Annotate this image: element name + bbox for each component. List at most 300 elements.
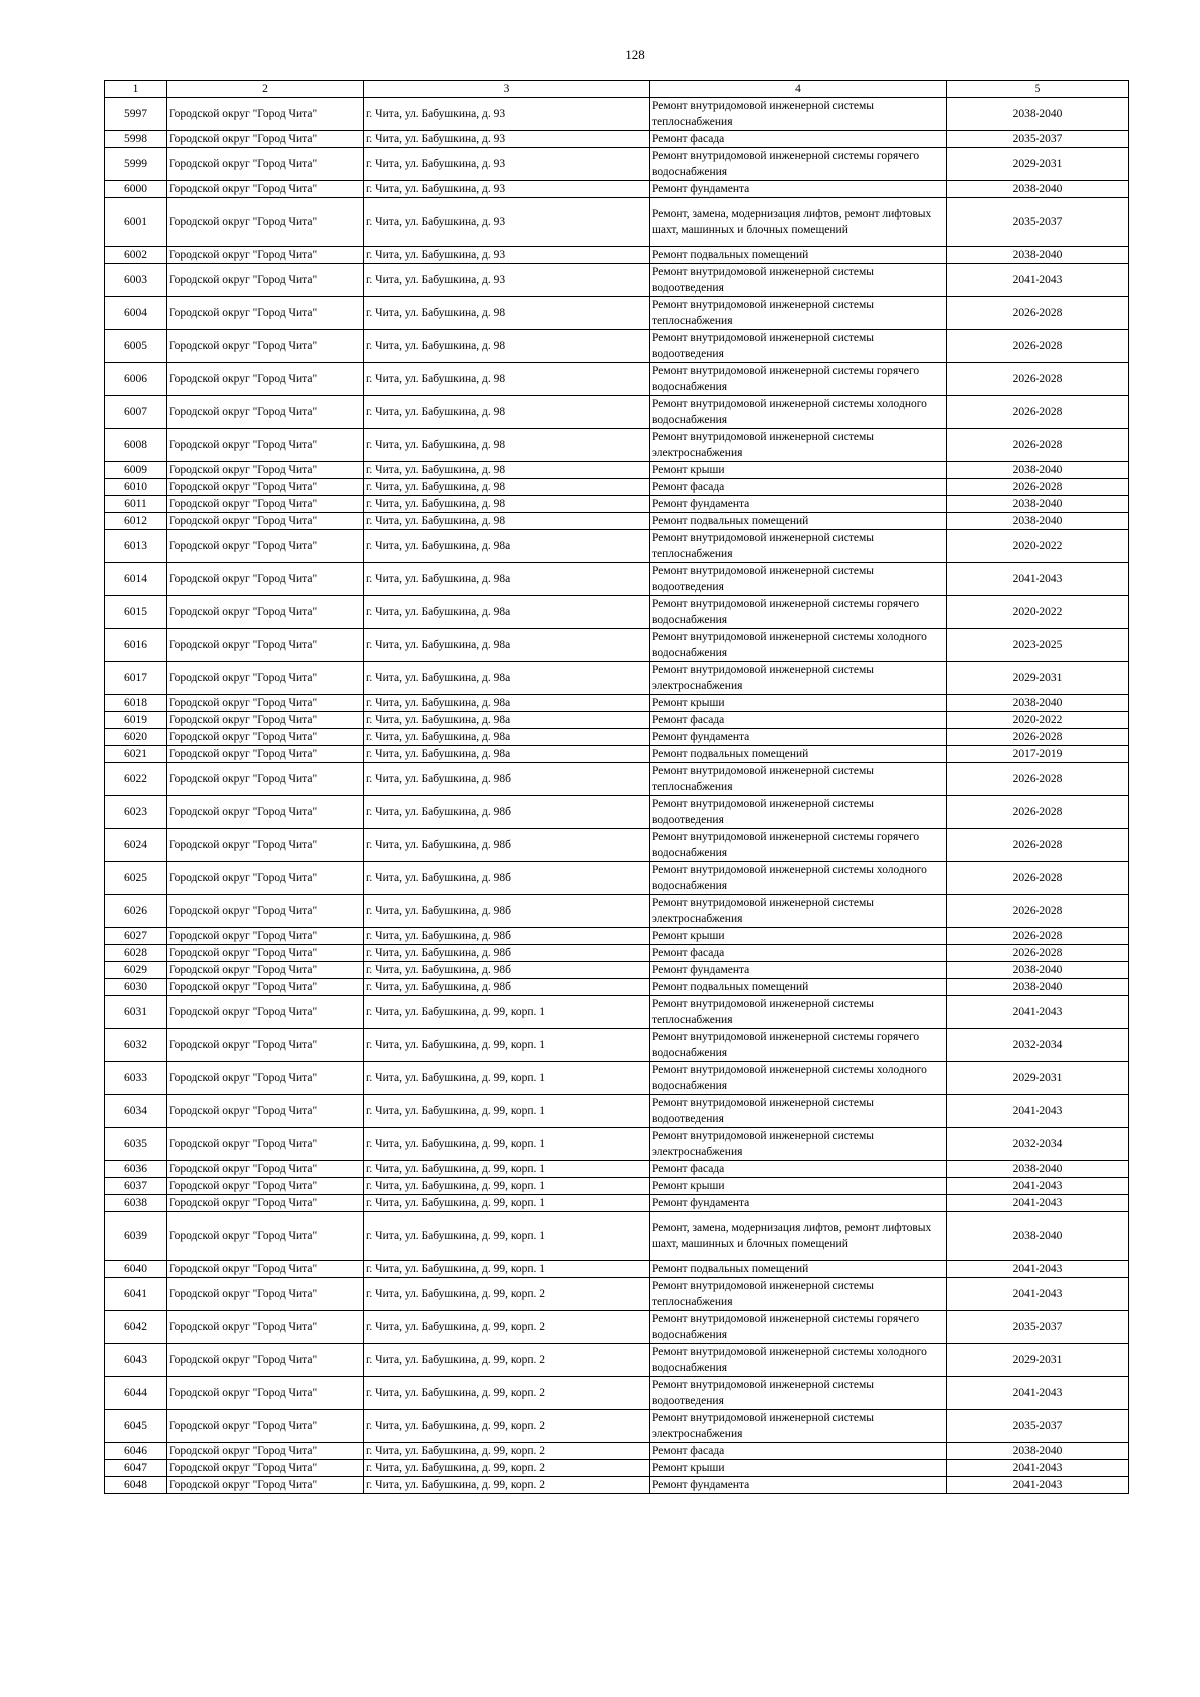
row-number: 6009 bbox=[105, 462, 167, 479]
work-type-cell: Ремонт внутридомовой инженерной системы теплоснабжения bbox=[650, 763, 947, 796]
work-type-cell: Ремонт фасада bbox=[650, 131, 947, 148]
row-number: 6015 bbox=[105, 596, 167, 629]
period-cell: 2032-2034 bbox=[947, 1029, 1129, 1062]
row-number: 6037 bbox=[105, 1178, 167, 1195]
table-row bbox=[105, 746, 1129, 763]
address-cell: г. Чита, ул. Бабушкина, д. 99, корп. 2 bbox=[364, 1278, 650, 1311]
table-row bbox=[105, 829, 1129, 862]
period-cell: 2029-2031 bbox=[947, 1062, 1129, 1095]
municipality-cell: Городской округ "Город Чита" bbox=[167, 962, 364, 979]
period-cell: 2026-2028 bbox=[947, 729, 1129, 746]
municipality-cell: Городской округ "Город Чита" bbox=[167, 264, 364, 297]
work-type-cell: Ремонт внутридомовой инженерной системы электроснабжения bbox=[650, 1410, 947, 1443]
period-cell: 2026-2028 bbox=[947, 330, 1129, 363]
municipality-cell: Городской округ "Город Чита" bbox=[167, 148, 364, 181]
row-number: 6038 bbox=[105, 1195, 167, 1212]
period-cell: 2029-2031 bbox=[947, 1344, 1129, 1377]
municipality-cell: Городской округ "Город Чита" bbox=[167, 596, 364, 629]
work-type-cell: Ремонт фундамента bbox=[650, 729, 947, 746]
address-cell: г. Чита, ул. Бабушкина, д. 99, корп. 1 bbox=[364, 1212, 650, 1261]
table-row bbox=[105, 928, 1129, 945]
period-cell: 2032-2034 bbox=[947, 1128, 1129, 1161]
work-type-cell: Ремонт внутридомовой инженерной системы горячего водоснабжения bbox=[650, 829, 947, 862]
table-row bbox=[105, 181, 1129, 198]
period-cell: 2026-2028 bbox=[947, 895, 1129, 928]
row-number: 6011 bbox=[105, 496, 167, 513]
period-cell: 2038-2040 bbox=[947, 979, 1129, 996]
row-number: 6003 bbox=[105, 264, 167, 297]
table-row bbox=[105, 1410, 1129, 1443]
table-row bbox=[105, 712, 1129, 729]
work-type-cell: Ремонт внутридомовой инженерной системы электроснабжения bbox=[650, 1128, 947, 1161]
work-type-cell: Ремонт внутридомовой инженерной системы горячего водоснабжения bbox=[650, 1311, 947, 1344]
table-row bbox=[105, 264, 1129, 297]
row-number: 6010 bbox=[105, 479, 167, 496]
work-type-cell: Ремонт фасада bbox=[650, 479, 947, 496]
period-cell: 2041-2043 bbox=[947, 1195, 1129, 1212]
work-type-cell: Ремонт фасада bbox=[650, 945, 947, 962]
address-cell: г. Чита, ул. Бабушкина, д. 98б bbox=[364, 763, 650, 796]
work-type-cell: Ремонт внутридомовой инженерной системы горячего водоснабжения bbox=[650, 148, 947, 181]
table-row bbox=[105, 1460, 1129, 1477]
address-cell: г. Чита, ул. Бабушкина, д. 98 bbox=[364, 396, 650, 429]
period-cell: 2038-2040 bbox=[947, 962, 1129, 979]
period-cell: 2026-2028 bbox=[947, 862, 1129, 895]
address-cell: г. Чита, ул. Бабушкина, д. 99, корп. 2 bbox=[364, 1344, 650, 1377]
municipality-cell: Городской округ "Город Чита" bbox=[167, 712, 364, 729]
table-row bbox=[105, 131, 1129, 148]
municipality-cell: Городской округ "Город Чита" bbox=[167, 462, 364, 479]
row-number: 6039 bbox=[105, 1212, 167, 1261]
row-number: 6041 bbox=[105, 1278, 167, 1311]
municipality-cell: Городской округ "Город Чита" bbox=[167, 979, 364, 996]
address-cell: г. Чита, ул. Бабушкина, д. 98а bbox=[364, 729, 650, 746]
address-cell: г. Чита, ул. Бабушкина, д. 98 bbox=[364, 297, 650, 330]
period-cell: 2041-2043 bbox=[947, 563, 1129, 596]
municipality-cell: Городской округ "Город Чита" bbox=[167, 1477, 364, 1494]
row-number: 6008 bbox=[105, 429, 167, 462]
table-row bbox=[105, 1029, 1129, 1062]
work-type-cell: Ремонт внутридомовой инженерной системы горячего водоснабжения bbox=[650, 596, 947, 629]
table-row bbox=[105, 596, 1129, 629]
repair-schedule-table bbox=[104, 80, 1129, 1494]
work-type-cell: Ремонт внутридомовой инженерной системы водоотведения bbox=[650, 1095, 947, 1128]
municipality-cell: Городской округ "Город Чита" bbox=[167, 330, 364, 363]
row-number: 5998 bbox=[105, 131, 167, 148]
municipality-cell: Городской округ "Город Чита" bbox=[167, 895, 364, 928]
municipality-cell: Городской округ "Город Чита" bbox=[167, 1195, 364, 1212]
row-number: 6000 bbox=[105, 181, 167, 198]
work-type-cell: Ремонт фундамента bbox=[650, 1195, 947, 1212]
period-cell: 2038-2040 bbox=[947, 462, 1129, 479]
table-row bbox=[105, 198, 1129, 247]
work-type-cell: Ремонт внутридомовой инженерной системы электроснабжения bbox=[650, 895, 947, 928]
period-cell: 2041-2043 bbox=[947, 996, 1129, 1029]
municipality-cell: Городской округ "Город Чита" bbox=[167, 662, 364, 695]
period-cell: 2026-2028 bbox=[947, 297, 1129, 330]
period-cell: 2041-2043 bbox=[947, 1278, 1129, 1311]
municipality-cell: Городской округ "Город Чита" bbox=[167, 695, 364, 712]
work-type-cell: Ремонт внутридомовой инженерной системы водоотведения bbox=[650, 1377, 947, 1410]
municipality-cell: Городской округ "Город Чита" bbox=[167, 396, 364, 429]
period-cell: 2041-2043 bbox=[947, 1261, 1129, 1278]
table-row bbox=[105, 563, 1129, 596]
table-row bbox=[105, 1443, 1129, 1460]
address-cell: г. Чита, ул. Бабушкина, д. 98 bbox=[364, 363, 650, 396]
work-type-cell: Ремонт фундамента bbox=[650, 1477, 947, 1494]
work-type-cell: Ремонт внутридомовой инженерной системы теплоснабжения bbox=[650, 1278, 947, 1311]
period-cell: 2038-2040 bbox=[947, 247, 1129, 264]
table-row bbox=[105, 763, 1129, 796]
table-row bbox=[105, 1095, 1129, 1128]
period-cell: 2023-2025 bbox=[947, 629, 1129, 662]
period-cell: 2029-2031 bbox=[947, 662, 1129, 695]
row-number: 6029 bbox=[105, 962, 167, 979]
period-cell: 2026-2028 bbox=[947, 479, 1129, 496]
work-type-cell: Ремонт внутридомовой инженерной системы электроснабжения bbox=[650, 429, 947, 462]
address-cell: г. Чита, ул. Бабушкина, д. 98а bbox=[364, 695, 650, 712]
period-cell: 2026-2028 bbox=[947, 796, 1129, 829]
work-type-cell: Ремонт внутридомовой инженерной системы электроснабжения bbox=[650, 662, 947, 695]
period-cell: 2038-2040 bbox=[947, 98, 1129, 131]
work-type-cell: Ремонт крыши bbox=[650, 1460, 947, 1477]
table-row bbox=[105, 396, 1129, 429]
period-cell: 2041-2043 bbox=[947, 1477, 1129, 1494]
row-number: 6020 bbox=[105, 729, 167, 746]
period-cell: 2035-2037 bbox=[947, 198, 1129, 247]
table-row bbox=[105, 729, 1129, 746]
municipality-cell: Городской округ "Город Чита" bbox=[167, 1178, 364, 1195]
row-number: 6044 bbox=[105, 1377, 167, 1410]
municipality-cell: Городской округ "Город Чита" bbox=[167, 629, 364, 662]
municipality-cell: Городской округ "Город Чита" bbox=[167, 729, 364, 746]
work-type-cell: Ремонт внутридомовой инженерной системы теплоснабжения bbox=[650, 530, 947, 563]
municipality-cell: Городской округ "Город Чита" bbox=[167, 513, 364, 530]
municipality-cell: Городской округ "Город Чита" bbox=[167, 1311, 364, 1344]
municipality-cell: Городской округ "Город Чита" bbox=[167, 763, 364, 796]
period-cell: 2029-2031 bbox=[947, 148, 1129, 181]
table-row bbox=[105, 1178, 1129, 1195]
work-type-cell: Ремонт фундамента bbox=[650, 181, 947, 198]
row-number: 6012 bbox=[105, 513, 167, 530]
row-number: 6017 bbox=[105, 662, 167, 695]
address-cell: г. Чита, ул. Бабушкина, д. 99, корп. 2 bbox=[364, 1477, 650, 1494]
address-cell: г. Чита, ул. Бабушкина, д. 93 bbox=[364, 148, 650, 181]
table-row bbox=[105, 979, 1129, 996]
municipality-cell: Городской округ "Город Чита" bbox=[167, 1062, 364, 1095]
address-cell: г. Чита, ул. Бабушкина, д. 98б bbox=[364, 895, 650, 928]
municipality-cell: Городской округ "Город Чита" bbox=[167, 429, 364, 462]
table-row bbox=[105, 945, 1129, 962]
municipality-cell: Городской округ "Город Чита" bbox=[167, 479, 364, 496]
municipality-cell: Городской округ "Город Чита" bbox=[167, 746, 364, 763]
work-type-cell: Ремонт фасада bbox=[650, 1161, 947, 1178]
address-cell: г. Чита, ул. Бабушкина, д. 98 bbox=[364, 462, 650, 479]
address-cell: г. Чита, ул. Бабушкина, д. 93 bbox=[364, 131, 650, 148]
row-number: 6048 bbox=[105, 1477, 167, 1494]
table-row bbox=[105, 148, 1129, 181]
period-cell: 2017-2019 bbox=[947, 746, 1129, 763]
work-type-cell: Ремонт фасада bbox=[650, 1443, 947, 1460]
work-type-cell: Ремонт подвальных помещений bbox=[650, 746, 947, 763]
table-row bbox=[105, 462, 1129, 479]
table-row bbox=[105, 530, 1129, 563]
address-cell: г. Чита, ул. Бабушкина, д. 99, корп. 1 bbox=[364, 1161, 650, 1178]
period-cell: 2038-2040 bbox=[947, 513, 1129, 530]
municipality-cell: Городской округ "Город Чита" bbox=[167, 198, 364, 247]
table-row bbox=[105, 1062, 1129, 1095]
address-cell: г. Чита, ул. Бабушкина, д. 98а bbox=[364, 530, 650, 563]
table-row bbox=[105, 297, 1129, 330]
address-cell: г. Чита, ул. Бабушкина, д. 99, корп. 2 bbox=[364, 1311, 650, 1344]
row-number: 6035 bbox=[105, 1128, 167, 1161]
municipality-cell: Городской округ "Город Чита" bbox=[167, 796, 364, 829]
column-header: 5 bbox=[947, 81, 1129, 98]
municipality-cell: Городской округ "Город Чита" bbox=[167, 1161, 364, 1178]
municipality-cell: Городской округ "Город Чита" bbox=[167, 247, 364, 264]
period-cell: 2026-2028 bbox=[947, 363, 1129, 396]
municipality-cell: Городской округ "Город Чита" bbox=[167, 928, 364, 945]
municipality-cell: Городской округ "Город Чита" bbox=[167, 1212, 364, 1261]
table-row bbox=[105, 996, 1129, 1029]
work-type-cell: Ремонт внутридомовой инженерной системы холодного водоснабжения bbox=[650, 1062, 947, 1095]
row-number: 6019 bbox=[105, 712, 167, 729]
address-cell: г. Чита, ул. Бабушкина, д. 93 bbox=[364, 181, 650, 198]
period-cell: 2026-2028 bbox=[947, 763, 1129, 796]
address-cell: г. Чита, ул. Бабушкина, д. 98б bbox=[364, 945, 650, 962]
column-header: 4 bbox=[650, 81, 947, 98]
period-cell: 2020-2022 bbox=[947, 596, 1129, 629]
column-header: 1 bbox=[105, 81, 167, 98]
table-row bbox=[105, 247, 1129, 264]
table-row bbox=[105, 98, 1129, 131]
table-row bbox=[105, 363, 1129, 396]
period-cell: 2035-2037 bbox=[947, 131, 1129, 148]
municipality-cell: Городской округ "Город Чита" bbox=[167, 1029, 364, 1062]
row-number: 6013 bbox=[105, 530, 167, 563]
row-number: 5997 bbox=[105, 98, 167, 131]
period-cell: 2035-2037 bbox=[947, 1410, 1129, 1443]
period-cell: 2041-2043 bbox=[947, 264, 1129, 297]
table-row bbox=[105, 479, 1129, 496]
work-type-cell: Ремонт, замена, модернизация лифтов, ремонт лифтовых шахт, машинных и блочных помещений bbox=[650, 198, 947, 247]
work-type-cell: Ремонт внутридомовой инженерной системы водоотведения bbox=[650, 264, 947, 297]
address-cell: г. Чита, ул. Бабушкина, д. 99, корп. 1 bbox=[364, 1095, 650, 1128]
address-cell: г. Чита, ул. Бабушкина, д. 99, корп. 1 bbox=[364, 1178, 650, 1195]
table-row bbox=[105, 1161, 1129, 1178]
row-number: 6021 bbox=[105, 746, 167, 763]
address-cell: г. Чита, ул. Бабушкина, д. 99, корп. 1 bbox=[364, 1062, 650, 1095]
table-body bbox=[105, 98, 1129, 1494]
work-type-cell: Ремонт внутридомовой инженерной системы холодного водоснабжения bbox=[650, 629, 947, 662]
work-type-cell: Ремонт подвальных помещений bbox=[650, 1261, 947, 1278]
municipality-cell: Городской округ "Город Чита" bbox=[167, 945, 364, 962]
table-row bbox=[105, 429, 1129, 462]
table-row bbox=[105, 1128, 1129, 1161]
municipality-cell: Городской округ "Город Чита" bbox=[167, 1443, 364, 1460]
work-type-cell: Ремонт внутридомовой инженерной системы холодного водоснабжения bbox=[650, 1344, 947, 1377]
row-number: 6030 bbox=[105, 979, 167, 996]
address-cell: г. Чита, ул. Бабушкина, д. 98а bbox=[364, 629, 650, 662]
address-cell: г. Чита, ул. Бабушкина, д. 98а bbox=[364, 746, 650, 763]
table-header-row bbox=[105, 81, 1129, 98]
period-cell: 2026-2028 bbox=[947, 945, 1129, 962]
table-row bbox=[105, 695, 1129, 712]
column-header: 2 bbox=[167, 81, 364, 98]
municipality-cell: Городской округ "Город Чита" bbox=[167, 363, 364, 396]
work-type-cell: Ремонт подвальных помещений bbox=[650, 513, 947, 530]
table-row bbox=[105, 1212, 1129, 1261]
row-number: 6007 bbox=[105, 396, 167, 429]
period-cell: 2026-2028 bbox=[947, 829, 1129, 862]
work-type-cell: Ремонт подвальных помещений bbox=[650, 247, 947, 264]
work-type-cell: Ремонт внутридомовой инженерной системы водоотведения bbox=[650, 330, 947, 363]
row-number: 6023 bbox=[105, 796, 167, 829]
municipality-cell: Городской округ "Город Чита" bbox=[167, 829, 364, 862]
period-cell: 2038-2040 bbox=[947, 1161, 1129, 1178]
table-row bbox=[105, 796, 1129, 829]
municipality-cell: Городской округ "Город Чита" bbox=[167, 996, 364, 1029]
address-cell: г. Чита, ул. Бабушкина, д. 98 bbox=[364, 429, 650, 462]
address-cell: г. Чита, ул. Бабушкина, д. 93 bbox=[364, 198, 650, 247]
municipality-cell: Городской округ "Город Чита" bbox=[167, 297, 364, 330]
work-type-cell: Ремонт крыши bbox=[650, 928, 947, 945]
row-number: 6036 bbox=[105, 1161, 167, 1178]
row-number: 6014 bbox=[105, 563, 167, 596]
municipality-cell: Городской округ "Город Чита" bbox=[167, 530, 364, 563]
period-cell: 2020-2022 bbox=[947, 712, 1129, 729]
table-row bbox=[105, 496, 1129, 513]
row-number: 6045 bbox=[105, 1410, 167, 1443]
work-type-cell: Ремонт подвальных помещений bbox=[650, 979, 947, 996]
municipality-cell: Городской округ "Город Чита" bbox=[167, 1278, 364, 1311]
work-type-cell: Ремонт внутридомовой инженерной системы холодного водоснабжения bbox=[650, 396, 947, 429]
row-number: 6027 bbox=[105, 928, 167, 945]
row-number: 6001 bbox=[105, 198, 167, 247]
municipality-cell: Городской округ "Город Чита" bbox=[167, 862, 364, 895]
municipality-cell: Городской округ "Город Чита" bbox=[167, 131, 364, 148]
period-cell: 2038-2040 bbox=[947, 181, 1129, 198]
table-row bbox=[105, 1278, 1129, 1311]
address-cell: г. Чита, ул. Бабушкина, д. 99, корп. 2 bbox=[364, 1443, 650, 1460]
work-type-cell: Ремонт внутридомовой инженерной системы водоотведения bbox=[650, 563, 947, 596]
work-type-cell: Ремонт внутридомовой инженерной системы холодного водоснабжения bbox=[650, 862, 947, 895]
work-type-cell: Ремонт крыши bbox=[650, 695, 947, 712]
period-cell: 2041-2043 bbox=[947, 1095, 1129, 1128]
row-number: 6043 bbox=[105, 1344, 167, 1377]
address-cell: г. Чита, ул. Бабушкина, д. 98б bbox=[364, 962, 650, 979]
row-number: 6025 bbox=[105, 862, 167, 895]
address-cell: г. Чита, ул. Бабушкина, д. 93 bbox=[364, 264, 650, 297]
address-cell: г. Чита, ул. Бабушкина, д. 98б bbox=[364, 796, 650, 829]
period-cell: 2038-2040 bbox=[947, 1212, 1129, 1261]
row-number: 6006 bbox=[105, 363, 167, 396]
work-type-cell: Ремонт, замена, модернизация лифтов, ремонт лифтовых шахт, машинных и блочных помещений bbox=[650, 1212, 947, 1261]
address-cell: г. Чита, ул. Бабушкина, д. 99, корп. 2 bbox=[364, 1377, 650, 1410]
address-cell: г. Чита, ул. Бабушкина, д. 98б bbox=[364, 928, 650, 945]
table-row bbox=[105, 1311, 1129, 1344]
period-cell: 2041-2043 bbox=[947, 1178, 1129, 1195]
address-cell: г. Чита, ул. Бабушкина, д. 93 bbox=[364, 247, 650, 264]
table-row bbox=[105, 862, 1129, 895]
address-cell: г. Чита, ул. Бабушкина, д. 99, корп. 1 bbox=[364, 1261, 650, 1278]
address-cell: г. Чита, ул. Бабушкина, д. 99, корп. 1 bbox=[364, 996, 650, 1029]
address-cell: г. Чита, ул. Бабушкина, д. 98а bbox=[364, 563, 650, 596]
work-type-cell: Ремонт фундамента bbox=[650, 962, 947, 979]
table-row bbox=[105, 1344, 1129, 1377]
address-cell: г. Чита, ул. Бабушкина, д. 99, корп. 1 bbox=[364, 1195, 650, 1212]
work-type-cell: Ремонт фасада bbox=[650, 712, 947, 729]
address-cell: г. Чита, ул. Бабушкина, д. 99, корп. 2 bbox=[364, 1410, 650, 1443]
row-number: 6042 bbox=[105, 1311, 167, 1344]
table-row bbox=[105, 1477, 1129, 1494]
column-header: 3 bbox=[364, 81, 650, 98]
row-number: 6046 bbox=[105, 1443, 167, 1460]
municipality-cell: Городской округ "Город Чита" bbox=[167, 1261, 364, 1278]
work-type-cell: Ремонт внутридомовой инженерной системы горячего водоснабжения bbox=[650, 1029, 947, 1062]
table-row bbox=[105, 962, 1129, 979]
row-number: 6028 bbox=[105, 945, 167, 962]
period-cell: 2020-2022 bbox=[947, 530, 1129, 563]
page-number: 128 bbox=[625, 47, 645, 62]
period-cell: 2035-2037 bbox=[947, 1311, 1129, 1344]
work-type-cell: Ремонт внутридомовой инженерной системы горячего водоснабжения bbox=[650, 363, 947, 396]
municipality-cell: Городской округ "Город Чита" bbox=[167, 98, 364, 131]
address-cell: г. Чита, ул. Бабушкина, д. 98 bbox=[364, 513, 650, 530]
period-cell: 2041-2043 bbox=[947, 1460, 1129, 1477]
municipality-cell: Городской округ "Город Чита" bbox=[167, 1410, 364, 1443]
row-number: 6022 bbox=[105, 763, 167, 796]
row-number: 6026 bbox=[105, 895, 167, 928]
table-row bbox=[105, 1377, 1129, 1410]
row-number: 6004 bbox=[105, 297, 167, 330]
row-number: 6047 bbox=[105, 1460, 167, 1477]
municipality-cell: Городской округ "Город Чита" bbox=[167, 1128, 364, 1161]
address-cell: г. Чита, ул. Бабушкина, д. 98а bbox=[364, 596, 650, 629]
address-cell: г. Чита, ул. Бабушкина, д. 99, корп. 1 bbox=[364, 1029, 650, 1062]
table-row bbox=[105, 330, 1129, 363]
address-cell: г. Чита, ул. Бабушкина, д. 98б bbox=[364, 862, 650, 895]
row-number: 6040 bbox=[105, 1261, 167, 1278]
address-cell: г. Чита, ул. Бабушкина, д. 98а bbox=[364, 712, 650, 729]
address-cell: г. Чита, ул. Бабушкина, д. 99, корп. 1 bbox=[364, 1128, 650, 1161]
table-row bbox=[105, 1195, 1129, 1212]
table-row bbox=[105, 629, 1129, 662]
table-row bbox=[105, 513, 1129, 530]
work-type-cell: Ремонт внутридомовой инженерной системы теплоснабжения bbox=[650, 98, 947, 131]
municipality-cell: Городской округ "Город Чита" bbox=[167, 1344, 364, 1377]
address-cell: г. Чита, ул. Бабушкина, д. 98 bbox=[364, 479, 650, 496]
address-cell: г. Чита, ул. Бабушкина, д. 98а bbox=[364, 662, 650, 695]
row-number: 6032 bbox=[105, 1029, 167, 1062]
municipality-cell: Городской округ "Город Чита" bbox=[167, 1377, 364, 1410]
row-number: 6005 bbox=[105, 330, 167, 363]
period-cell: 2038-2040 bbox=[947, 695, 1129, 712]
address-cell: г. Чита, ул. Бабушкина, д. 99, корп. 2 bbox=[364, 1460, 650, 1477]
address-cell: г. Чита, ул. Бабушкина, д. 93 bbox=[364, 98, 650, 131]
municipality-cell: Городской округ "Город Чита" bbox=[167, 563, 364, 596]
work-type-cell: Ремонт внутридомовой инженерной системы теплоснабжения bbox=[650, 996, 947, 1029]
address-cell: г. Чита, ул. Бабушкина, д. 98 bbox=[364, 496, 650, 513]
period-cell: 2041-2043 bbox=[947, 1377, 1129, 1410]
address-cell: г. Чита, ул. Бабушкина, д. 98б bbox=[364, 979, 650, 996]
period-cell: 2026-2028 bbox=[947, 396, 1129, 429]
municipality-cell: Городской округ "Город Чита" bbox=[167, 496, 364, 513]
period-cell: 2038-2040 bbox=[947, 1443, 1129, 1460]
address-cell: г. Чита, ул. Бабушкина, д. 98б bbox=[364, 829, 650, 862]
work-type-cell: Ремонт крыши bbox=[650, 1178, 947, 1195]
work-type-cell: Ремонт внутридомовой инженерной системы водоотведения bbox=[650, 796, 947, 829]
